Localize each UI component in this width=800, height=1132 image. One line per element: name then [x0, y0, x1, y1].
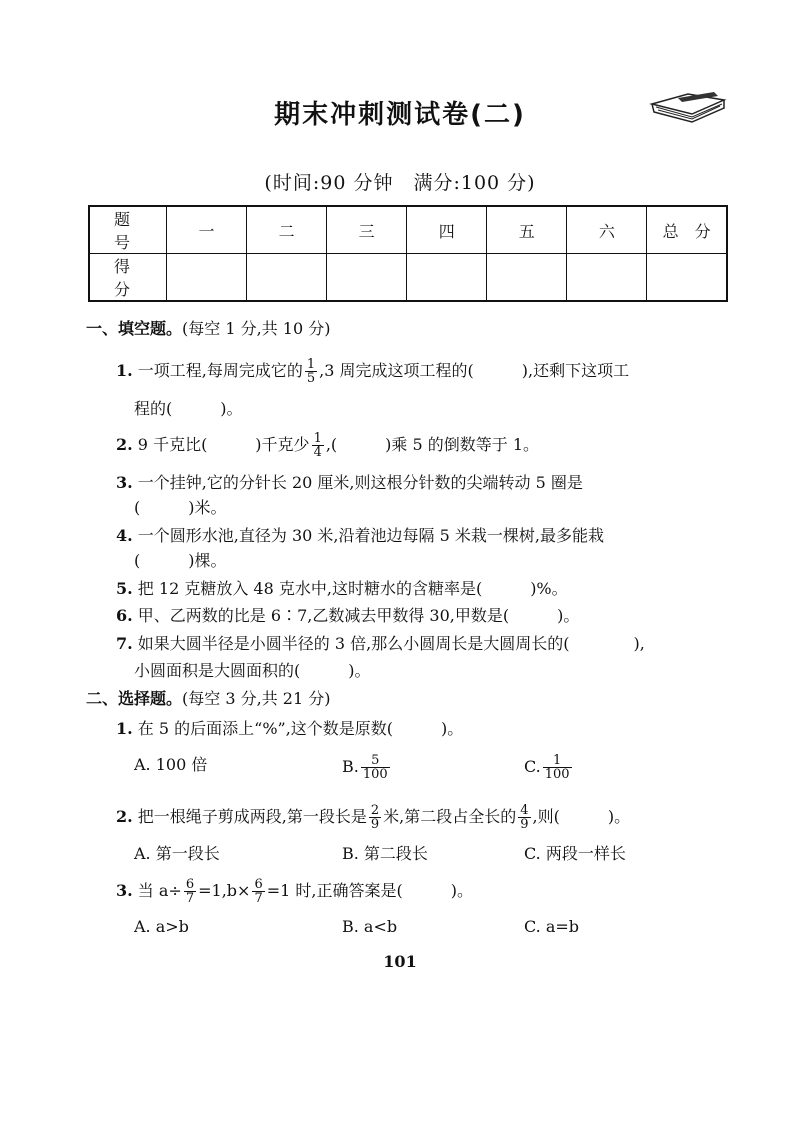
score-table-cell: 四: [407, 206, 487, 254]
fraction: [305, 358, 317, 385]
option-c[interactable]: [524, 754, 574, 781]
score-input-cell[interactable]: [167, 254, 247, 302]
question: [116, 605, 579, 627]
option-label: B.: [342, 757, 359, 776]
question: [116, 633, 645, 655]
question-number: 3.: [116, 881, 133, 900]
fraction-numerator: 5: [361, 754, 390, 768]
score-input-cell[interactable]: [407, 254, 487, 302]
question-number: 1.: [116, 719, 133, 738]
question-text: ,3 周完成这项工程的( ),还剩下这项工: [319, 361, 630, 380]
fraction-denominator: 7: [185, 891, 195, 906]
question-text: 把一根绳子剪成两段,第一段长是: [137, 807, 367, 826]
question-text: 甲、乙两数的比是 6∶7,乙数减去甲数得 30,甲数是( )。: [137, 606, 580, 625]
option-b[interactable]: B. a<b: [342, 917, 398, 936]
question-continuation: ( )米。: [134, 498, 227, 517]
question-text: 当 a÷: [137, 881, 182, 900]
fraction-denominator: 7: [254, 891, 263, 906]
score-input-cell[interactable]: [247, 254, 327, 302]
fraction-denominator: 9: [520, 817, 529, 832]
section-title: 一、填空题。: [86, 319, 183, 338]
question-number: 1.: [116, 361, 133, 380]
score-table-cell: 五: [487, 206, 567, 254]
page-title: 期末冲刺测试卷(二): [274, 100, 526, 130]
question: [116, 358, 629, 385]
score-input-cell[interactable]: [647, 254, 727, 302]
question-text: ,则( )。: [532, 807, 631, 826]
question-number: 2.: [116, 435, 133, 454]
time-and-score: (时间:90 分钟 满分:100 分): [264, 172, 536, 194]
score-table-row-label: 得 分: [89, 254, 167, 302]
fraction: [184, 878, 196, 905]
fraction: [369, 804, 381, 831]
question-number: 6.: [116, 606, 133, 625]
fraction-denominator: 100: [362, 767, 388, 782]
score-input-cell[interactable]: [567, 254, 647, 302]
option-a[interactable]: A. a>b: [134, 917, 189, 936]
question: [116, 878, 473, 905]
question-text: 一个挂钟,它的分针长 20 厘米,则这根分针数的尖端转动 5 圈是: [137, 473, 583, 492]
question-continuation: ( )棵。: [134, 551, 227, 570]
score-table-cell: 题 号: [89, 206, 167, 254]
question-text: 一个圆形水池,直径为 30 米,沿着池边每隔 5 米栽一棵树,最多能栽: [137, 526, 604, 545]
question: [116, 578, 568, 600]
fraction-numerator: 6: [254, 877, 263, 892]
option-a[interactable]: A. 第一段长: [134, 844, 220, 863]
fraction: [312, 432, 324, 459]
question-number: 4.: [116, 526, 133, 545]
fraction-numerator: 1: [543, 754, 572, 768]
fraction-numerator: 1: [313, 431, 322, 446]
fraction: [361, 754, 390, 781]
question-text: =1 时,正确答案是( )。: [266, 881, 473, 900]
question-number: 3.: [116, 473, 133, 492]
question-number: 5.: [116, 579, 133, 598]
question-text: 如果大圆半径是小圆半径的 3 倍,那么小圆周长是大圆周长的( ),: [137, 634, 645, 653]
option-b[interactable]: [342, 754, 392, 781]
question-continuation: 程的( )。: [134, 399, 243, 418]
question-continuation: 小圆面积是大圆面积的( )。: [134, 661, 371, 680]
score-table-cell: 一: [167, 206, 247, 254]
fraction: [518, 804, 530, 831]
score-input-cell[interactable]: [327, 254, 407, 302]
question-number: 2.: [116, 807, 133, 826]
score-input-cell[interactable]: [487, 254, 567, 302]
fraction-numerator: 6: [185, 877, 195, 892]
fraction-denominator: 9: [370, 817, 380, 832]
question-text: =1,b×: [198, 881, 251, 900]
score-table-header-row: [89, 206, 727, 254]
fraction-numerator: 1: [306, 357, 316, 372]
fraction-denominator: 5: [306, 371, 316, 386]
section-title: 二、选择题。: [86, 689, 183, 708]
option-c[interactable]: C. a=b: [524, 917, 580, 936]
option-label: C.: [524, 757, 541, 776]
fraction-numerator: 4: [520, 803, 529, 818]
fraction-numerator: 2: [370, 803, 380, 818]
question: [116, 804, 630, 831]
score-table-cell: 总 分: [647, 206, 727, 254]
question: [116, 718, 463, 740]
book-pencil-icon: [648, 90, 728, 130]
score-table-cell: 三: [327, 206, 407, 254]
question-text: 把 12 克糖放入 48 克水中,这时糖水的含糖率是( )%。: [137, 579, 568, 598]
question-text: ,( )乘 5 的倒数等于 1。: [325, 435, 540, 454]
fraction-denominator: 4: [313, 445, 322, 460]
section-note: (每空 3 分,共 21 分): [182, 689, 331, 708]
option-c[interactable]: C. 两段一样长: [524, 844, 626, 863]
question-text: 9 千克比( )千克少: [137, 435, 310, 454]
section-note: (每空 1 分,共 10 分): [182, 319, 331, 338]
question-text: 米,第二段占全长的: [383, 807, 517, 826]
score-table: [88, 205, 728, 302]
fraction-denominator: 100: [544, 767, 570, 782]
fraction: [252, 878, 264, 905]
score-table-cell: 六: [567, 206, 647, 254]
question: [116, 432, 539, 459]
fraction: [543, 754, 572, 781]
page-number: 101: [383, 952, 417, 971]
question: [116, 525, 604, 547]
option-b[interactable]: B. 第二段长: [342, 844, 428, 863]
section-heading: [86, 318, 330, 340]
section-heading: [86, 688, 330, 710]
question-text: 一项工程,每周完成它的: [137, 361, 303, 380]
score-table-cell: 二: [247, 206, 327, 254]
score-table-score-row: [89, 254, 727, 302]
question-text: 在 5 的后面添上“%”,这个数是原数( )。: [137, 719, 464, 738]
question-number: 7.: [116, 634, 133, 653]
question: [116, 472, 583, 494]
option-a[interactable]: A. 100 倍: [134, 755, 208, 774]
